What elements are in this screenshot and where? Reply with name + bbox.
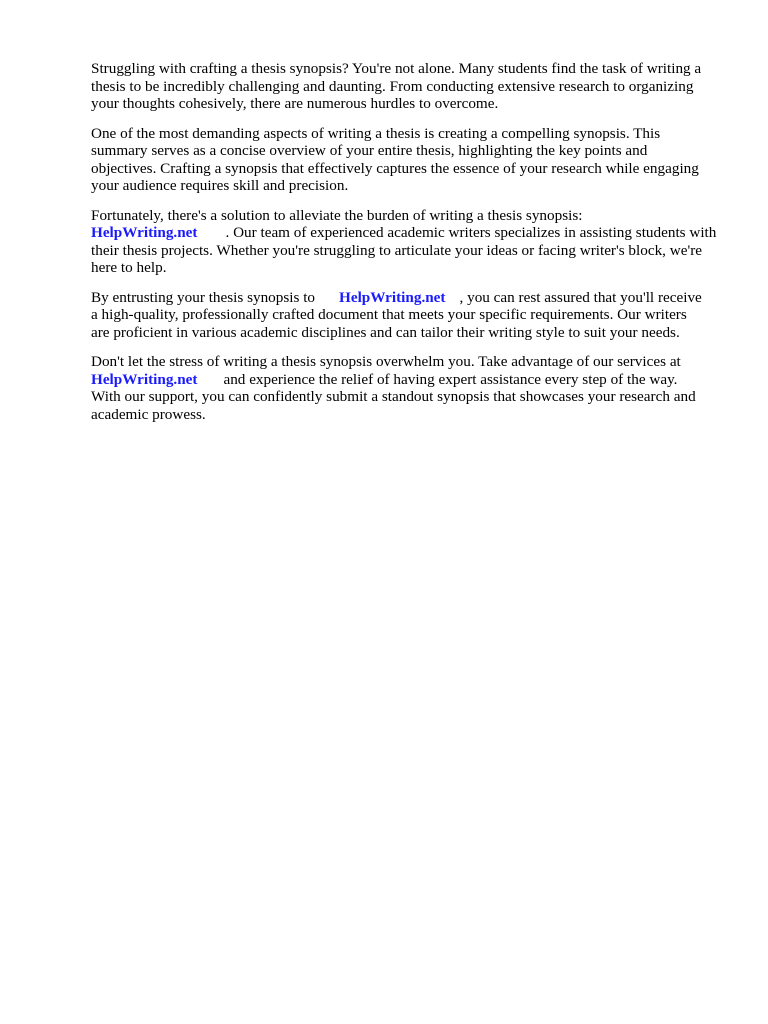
helpwriting-link[interactable]: HelpWriting.net: [91, 370, 198, 388]
paragraph-line: their thesis projects. Whether you're struggling to articulate your ideas or facing writer's block, we're: [91, 241, 703, 259]
paragraph-line: [91, 224, 731, 242]
paragraph-text: and experience the relief of having expert assistance every step of the way.: [223, 370, 678, 388]
paragraph-line: academic prowess.: [91, 405, 206, 423]
paragraph-intro: [91, 60, 731, 113]
paragraph-line: objectives. Crafting a synopsis that effectively captures the essence of your research while engaging: [91, 159, 699, 177]
paragraph-line: thesis to be incredibly challenging and daunting. From conducting extensive research to organizing: [91, 77, 694, 95]
paragraph-synopsis-challenge: [91, 125, 731, 195]
helpwriting-link[interactable]: HelpWriting.net: [339, 288, 446, 306]
paragraph-line: Fortunately, there's a solution to alleviate the burden of writing a thesis synopsis:: [91, 206, 583, 224]
document-body: [91, 60, 731, 435]
paragraph-line: One of the most demanding aspects of writing a thesis is creating a compelling synopsis. This: [91, 124, 661, 142]
paragraph-line: summary serves as a concise overview of your entire thesis, highlighting the key points and: [91, 142, 648, 159]
paragraph-line: [91, 289, 731, 307]
paragraph-line: your audience requires skill and precision.: [91, 177, 349, 194]
paragraph-solution: [91, 207, 731, 277]
paragraph-text: , you can rest assured that you'll receive: [459, 288, 702, 306]
paragraph-text: . Our team of experienced academic writers specializes in assisting students with: [225, 224, 717, 241]
paragraph-line: Don't let the stress of writing a thesis synopsis overwhelm you. Take advantage of our services at: [91, 353, 681, 370]
paragraph-line: With our support, you can confidently submit a standout synopsis that showcases your research and: [91, 388, 696, 405]
paragraph-line: [91, 371, 731, 389]
paragraph-line: a high-quality, professionally crafted document that meets your specific requirements. Our writers: [91, 306, 687, 323]
paragraph-text: By entrusting your thesis synopsis to: [91, 288, 316, 306]
paragraph-line: Struggling with crafting a thesis synopsis? You're not alone. Many students find the task of writing a: [91, 60, 702, 77]
paragraph-line: here to help.: [91, 259, 167, 276]
paragraph-call-to-action: [91, 353, 731, 423]
helpwriting-link[interactable]: HelpWriting.net: [91, 224, 198, 241]
paragraph-entrusting: [91, 289, 731, 342]
paragraph-line: are proficient in various academic disciplines and can tailor their writing style to suit your needs.: [91, 323, 680, 341]
paragraph-line: your thoughts cohesively, there are numerous hurdles to overcome.: [91, 95, 499, 112]
